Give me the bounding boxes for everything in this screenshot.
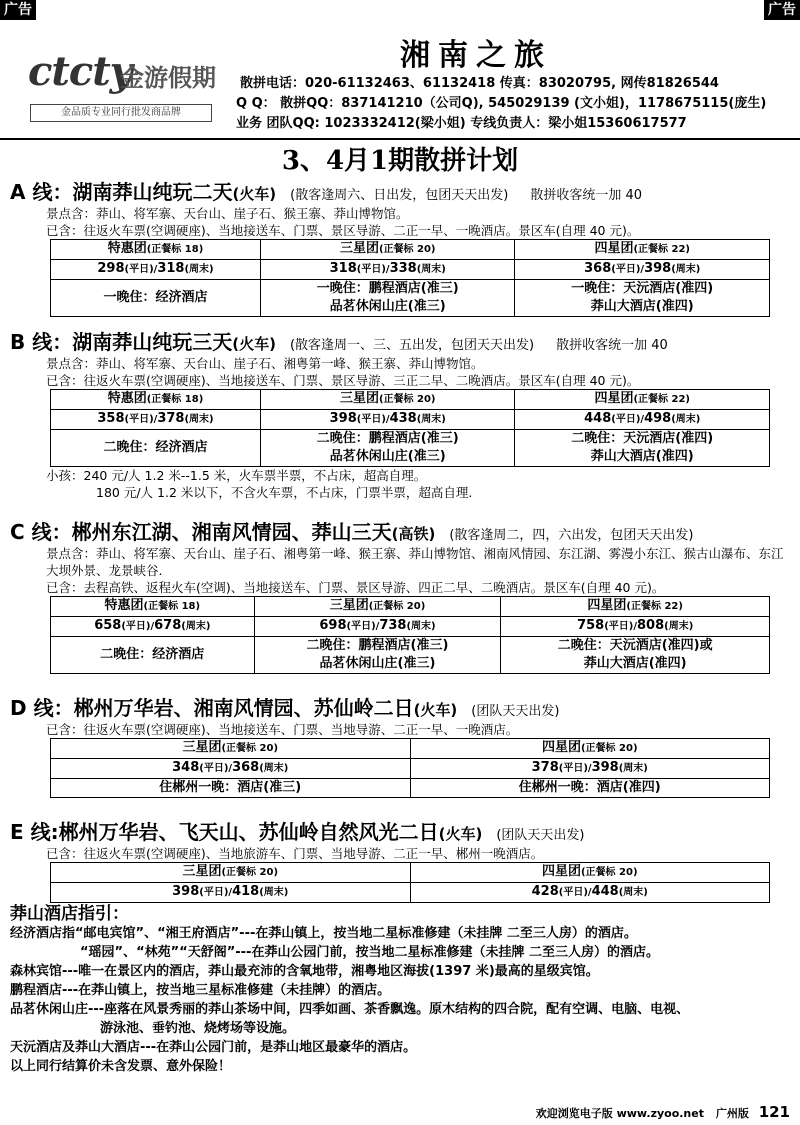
ad-label-left: 广告 <box>0 0 36 20</box>
tier-price: 348(平日)/368(周末) <box>51 759 411 779</box>
tier-header: 三星团(正餐标 20) <box>51 863 411 883</box>
page-header-title: 湘南之旅 <box>400 38 552 73</box>
contact-team-line: 业务 团队QQ: 1023332412(梁小姐) 专线负责人：梁小姐15360617577 <box>236 116 687 131</box>
logo-text: ctcty <box>28 48 132 95</box>
tier-stay: 一晚住：经济酒店 <box>51 280 261 317</box>
route-includes: 已含：去程高铁、返程火车(空调)、当地接送车、门票、景区导游、四正二早、二晚酒店。景区车(自理 40 元)。 <box>46 580 665 595</box>
route-section-e <box>10 816 790 903</box>
tier-price: 658(平日)/678(周末) <box>51 617 255 637</box>
tier-price: 758(平日)/808(周末) <box>501 617 770 637</box>
tier-stay: 二晚住：天沅酒店(准四) 莽山大酒店(准四) <box>515 430 770 467</box>
ad-label-right: 广告 <box>764 0 800 20</box>
hotel-guide-title: 莽山酒店指引： <box>10 904 129 924</box>
route-spots: 景点含：莽山、将军寨、天台山、崖子石、湘粤第一峰、猴王寨、莽山博物馆。 <box>46 356 484 371</box>
tier-header: 四星团(正餐标 20) <box>410 863 770 883</box>
child-price-2: 180 元/人 1.2 米以下，不含火车票，不占床，门票半票，超高自理. <box>96 485 473 500</box>
route-spots: 景点含：莽山、将军寨、天台山、崖子石、猴王寨、莽山博物馆。 <box>46 206 409 221</box>
hotel-line: “瑶园”、“林苑”“天舒阁”---在莽山公园门前，按当地二星标准修建（未挂牌 二至三人房）的酒店。 <box>80 945 659 960</box>
tier-stay: 二晚住：鹏程酒店(准三) 品茗休闲山庄(准三) <box>261 430 515 467</box>
route-title: E 线:郴州万华岩、飞天山、苏仙岭自然风光二日(火车) (团队天天出发) <box>10 820 585 844</box>
hotel-line: 游泳池、垂钓池、烧烤场等设施。 <box>100 1021 296 1036</box>
route-includes: 已含：往返火车票(空调硬座)、当地接送车、门票、景区导游、二正一早、一晚酒店。景区车(自理 40 元)。 <box>46 223 640 238</box>
tier-header: 三星团(正餐标 20) <box>261 240 515 260</box>
tier-header: 四星团(正餐标 22) <box>515 240 770 260</box>
page-number: 121 <box>758 1103 790 1121</box>
route-title: B 线：湖南莽山纯玩三天(火车) (散客逢周一、三、五出发，包团天天出发) 散拼收客统一加 40 <box>10 330 668 354</box>
route-title: D 线：郴州万华岩、湘南风情园、苏仙岭二日(火车) (团队天天出发) <box>10 696 560 720</box>
tier-price: 698(平日)/738(周末) <box>254 617 501 637</box>
price-table <box>50 239 770 317</box>
tier-price: 378(平日)/398(周末) <box>410 759 770 779</box>
route-includes: 已含：往返火车票(空调硬座)、当地旅游车、门票、当地导游、二正一早、郴州一晚酒店。 <box>46 846 544 861</box>
tier-stay: 二晚住：经济酒店 <box>51 430 261 467</box>
route-section-a <box>10 176 790 317</box>
route-title: A 线：湖南莽山纯玩二天(火车) (散客逢周六、日出发，包团天天出发) 散拼收客统一加 40 <box>10 180 643 204</box>
tier-price: 318(平日)/338(周末) <box>261 260 515 280</box>
contact-qq-line: Q Q： 散拼QQ：837141210（公司Q), 545029139 (文小姐)，1178675115(庞生) <box>236 96 767 111</box>
price-table <box>50 596 770 674</box>
tier-stay: 一晚住：鹏程酒店(准三) 品茗休闲山庄(准三) <box>261 280 515 317</box>
route-section-d <box>10 692 790 798</box>
tier-header: 四星团(正餐标 22) <box>515 390 770 410</box>
tier-stay: 住郴州一晚：酒店(准四) <box>410 779 770 798</box>
hotel-line: 天沅酒店及莽山大酒店---在莽山公园门前，是莽山地区最豪华的酒店。 <box>10 1040 417 1055</box>
hotel-line: 鹏程酒店---在莽山镇上，按当地三星标准修建（未挂牌）的酒店。 <box>10 983 391 998</box>
hotel-line: 品茗休闲山庄---座落在风景秀丽的莽山茶场中间，四季如画、茶香飘逸。原木结构的四合院，配有空调、电脑、电视、 <box>10 1002 690 1017</box>
hotel-line: 森林宾馆---唯一在景区内的酒店，莽山最充沛的含氧地带，湘粤地区海拔(1397 米)最高的星级宾馆。 <box>10 964 599 979</box>
tier-header: 特惠团(正餐标 18) <box>51 240 261 260</box>
tier-price: 298(平日)/318(周末) <box>51 260 261 280</box>
tier-stay: 二晚住：经济酒店 <box>51 637 255 674</box>
footer-edition: 广州版 <box>715 1107 749 1120</box>
tier-header: 特惠团(正餐标 18) <box>51 390 261 410</box>
hotel-line: 经济酒店指“邮电宾馆”、“湘王府酒店”---在莽山镇上，按当地二星标准修建（未挂牌 二至三人房）的酒店。 <box>10 926 637 941</box>
main-title: 3、4月1期散拼计划 <box>281 146 519 176</box>
logo-brand-name: 金游假期 <box>120 64 216 92</box>
price-table <box>50 389 770 467</box>
header <box>0 22 800 134</box>
child-price-1: 小孩：240 元/人 1.2 米--1.5 米，火车票半票，不占床，超高自理。 <box>46 468 427 483</box>
hotel-line: 以上同行结算价未含发票、意外保险！ <box>10 1059 232 1074</box>
route-spots: 景点含：莽山、将军寨、天台山、崖子石、湘粤第一峰、猴王寨、莽山博物馆、湘南风情园、东江湖、雾漫小东江、猴古山瀑布、东江大坝外景、龙景峡谷. <box>46 546 784 578</box>
tier-price: 428(平日)/448(周末) <box>410 883 770 903</box>
tier-stay: 二晚住：鹏程酒店(准三) 品茗休闲山庄(准三) <box>254 637 501 674</box>
logo-tagline: 金品质专业同行批发商品牌 <box>30 104 212 122</box>
tier-price: 368(平日)/398(周末) <box>515 260 770 280</box>
tier-header: 三星团(正餐标 20) <box>51 739 411 759</box>
contact-phone-line: 散拼电话：020-61132463、61132418 传真：83020795, 网传81826544 <box>240 76 719 91</box>
tier-header: 四星团(正餐标 20) <box>410 739 770 759</box>
tier-stay: 一晚住：天沅酒店(准四) 莽山大酒店(准四) <box>515 280 770 317</box>
tier-header: 四星团(正餐标 22) <box>501 597 770 617</box>
price-table <box>50 862 770 903</box>
tier-price: 448(平日)/498(周末) <box>515 410 770 430</box>
tier-price: 398(平日)/438(周末) <box>261 410 515 430</box>
price-table <box>50 738 770 798</box>
tier-header: 特惠团(正餐标 18) <box>51 597 255 617</box>
route-title: C 线：郴州东江湖、湘南风情园、莽山三天(高铁) (散客逢周二，四，六出发，包团天天出发) <box>10 520 694 544</box>
route-includes: 已含：往返火车票(空调硬座)、当地接送车、门票、景区导游、三正二早、二晚酒店。景区车(自理 40 元)。 <box>46 373 640 388</box>
route-includes: 已含：往返火车票(空调硬座)、当地接送车、门票、当地导游、二正一早、一晚酒店。 <box>46 722 519 737</box>
company-logo <box>28 40 218 122</box>
route-section-b <box>10 326 790 501</box>
page-footer <box>536 1103 790 1121</box>
route-section-c <box>10 516 790 674</box>
tier-stay: 住郴州一晚：酒店(准三) <box>51 779 411 798</box>
footer-site: 欢迎浏览电子版 www.zyoo.net <box>535 1107 704 1120</box>
tier-price: 358(平日)/378(周末) <box>51 410 261 430</box>
tier-price: 398(平日)/418(周末) <box>51 883 411 903</box>
tier-stay: 二晚住：天沅酒店(准四)或 莽山大酒店(准四) <box>501 637 770 674</box>
tier-header: 三星团(正餐标 20) <box>254 597 501 617</box>
hotel-guide <box>10 905 790 1076</box>
tier-header: 三星团(正餐标 20) <box>261 390 515 410</box>
